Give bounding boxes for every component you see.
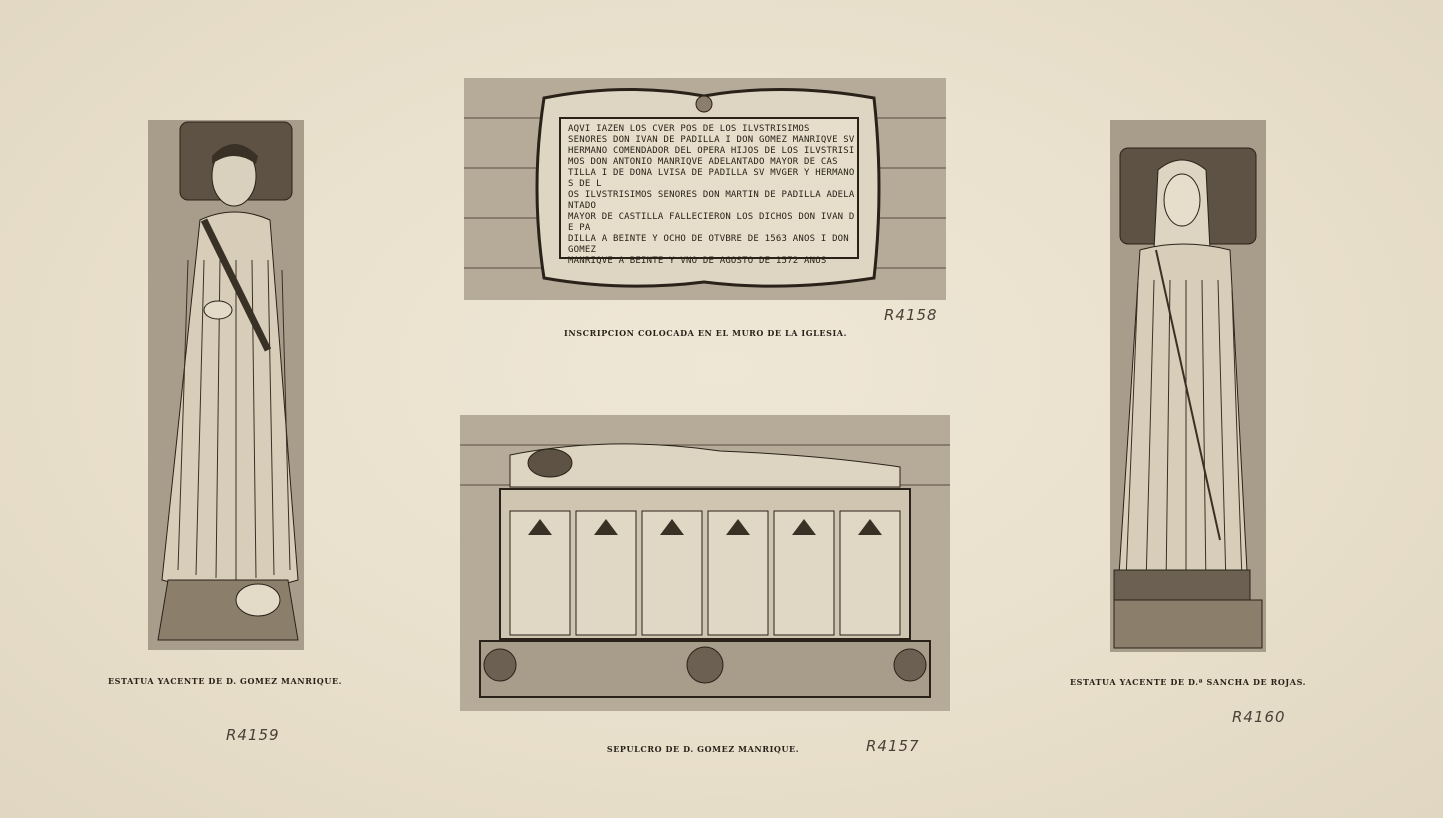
inscription-ref-number: R4158	[884, 306, 938, 324]
inscription-line: MOS DON ANTONIO MANRIQVE ADELANTADO MAYOR DE CAS	[568, 157, 838, 167]
tomb-caption: SEPULCRO DE D. GOMEZ MANRIQUE.	[606, 744, 800, 754]
inscription-engraving	[464, 78, 946, 300]
inscription-text	[568, 124, 860, 266]
inscription-line: SENORES DON IVAN DE PADILLA I DON GOMEZ MANRIQVE SV	[568, 135, 855, 145]
inscription-line: TILLA I DE DONA LVISA DE PADILLA SV MVGER Y HERMANOS DE L	[568, 168, 855, 189]
inscription-line: AQVI IAZEN LOS CVER POS DE LOS ILVSTRISIMOS	[568, 124, 810, 134]
left-statue-ref-number: R4159	[226, 726, 280, 744]
inscription-line: MAYOR DE CASTILLA FALLECIERON LOS DICHOS DON IVAN DE PA	[568, 212, 855, 233]
tomb-ref-number: R4157	[866, 737, 920, 755]
inscription-caption: INSCRIPCION COLOCADA EN EL MURO DE LA IGLESIA.	[564, 328, 847, 338]
right-statue-ref-number: R4160	[1232, 708, 1286, 726]
inscription-line: HERMANO COMENDADOR DEL OPERA HIJOS DE LOS ILVSTRISI	[568, 146, 855, 156]
tomb-engraving	[460, 415, 950, 711]
inscription-line: OS ILVSTRISIMOS SENORES DON MARTIN DE PADILLA ADELANTADO	[568, 190, 855, 211]
inscription-line: DILLA A BEINTE Y OCHO DE OTVBRE DE 1563 ANOS I DON GOMEZ	[568, 234, 849, 255]
right-statue-engraving	[1110, 120, 1266, 652]
left-statue-caption: ESTATUA YACENTE DE D. GOMEZ MANRIQUE.	[107, 676, 343, 686]
left-statue-engraving	[148, 120, 304, 650]
inscription-line: MANRIQVE A BEINTE Y VNO DE AGOSTO DE 1572 ANOS	[568, 256, 827, 266]
right-statue-caption: ESTATUA YACENTE DE D.ª SANCHA DE ROJAS.	[1069, 677, 1307, 687]
